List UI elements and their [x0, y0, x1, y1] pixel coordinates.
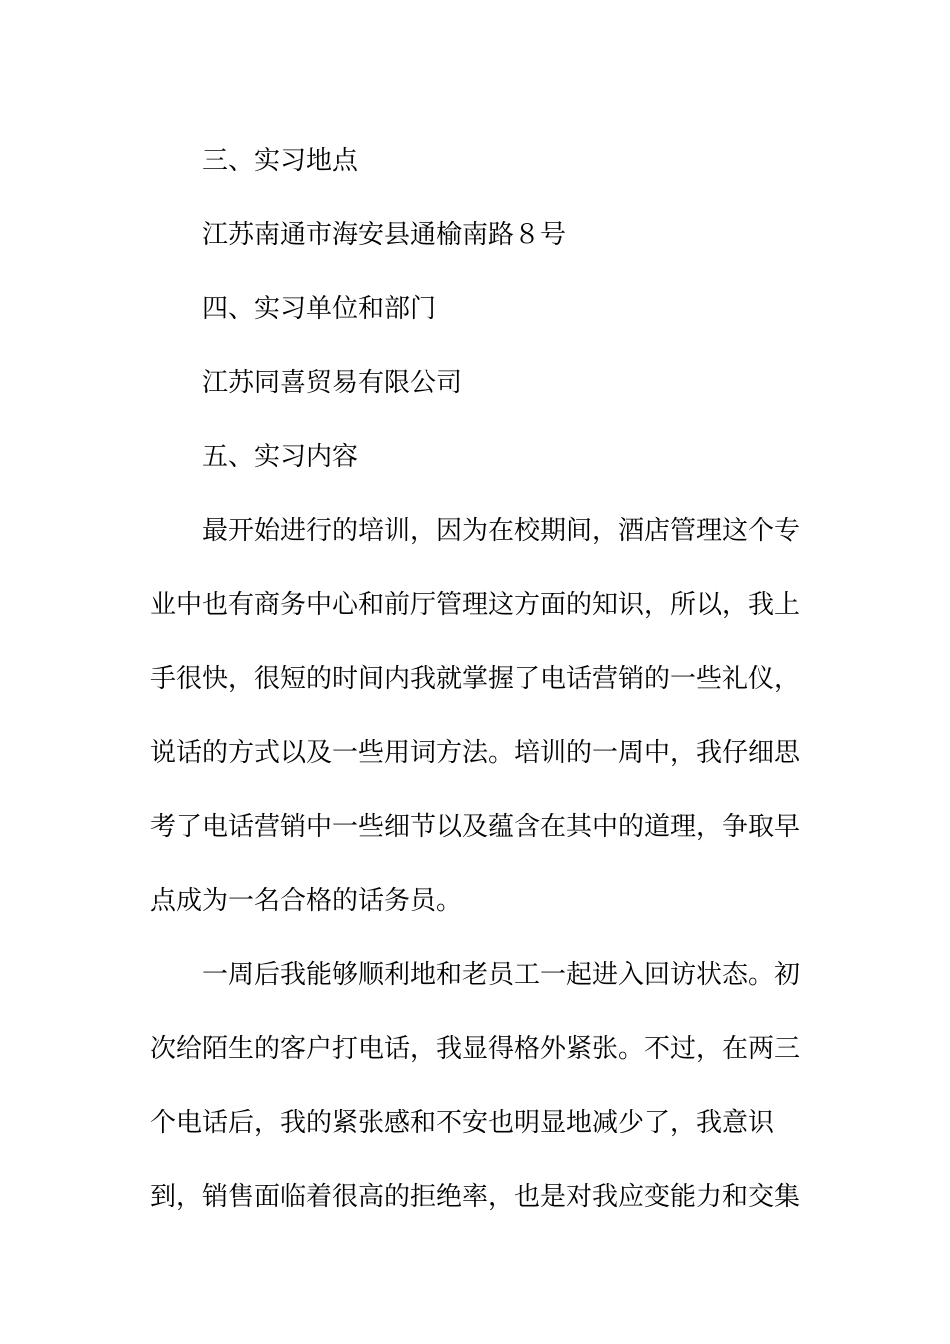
paragraph-line: 手很快，很短的时间内我就掌握了电话营销的一些礼仪，: [150, 664, 801, 694]
paragraph-line: 业中也有商务中心和前厅管理这方面的知识，所以，我上: [150, 590, 801, 620]
section-heading-content: 五、实习内容: [202, 442, 359, 472]
paragraph-calls: [150, 938, 801, 1234]
unit-name: 江苏同喜贸易有限公司: [202, 368, 463, 398]
paragraph-line: 一周后我能够顺利地和老员工一起进入回访状态。初: [202, 960, 801, 990]
paragraph-line: 考了电话营销中一些细节以及蕴含在其中的道理，争取早: [150, 812, 801, 842]
section-heading-location: 三、实习地点: [202, 146, 359, 176]
paragraph-line: 最开始进行的培训，因为在校期间，酒店管理这个专: [202, 516, 801, 546]
paragraph-line: 到，销售面临着很高的拒绝率，也是对我应变能力和交集: [150, 1182, 801, 1212]
paragraph-line: 个电话后，我的紧张感和不安也明显地减少了，我意识: [150, 1108, 775, 1138]
document-body: [150, 124, 801, 1234]
paragraph-line: 次给陌生的客户打电话，我显得格外紧张。不过，在两三: [150, 1034, 801, 1064]
section-heading-unit: 四、实习单位和部门: [202, 294, 437, 324]
paragraph-training: [150, 494, 801, 938]
location-address: 江苏南通市海安县通榆南路８号: [202, 220, 567, 250]
paragraph-line: 点成为一名合格的话务员。: [150, 886, 463, 916]
paragraph-line: 说话的方式以及一些用词方法。培训的一周中，我仔细思: [150, 738, 801, 768]
